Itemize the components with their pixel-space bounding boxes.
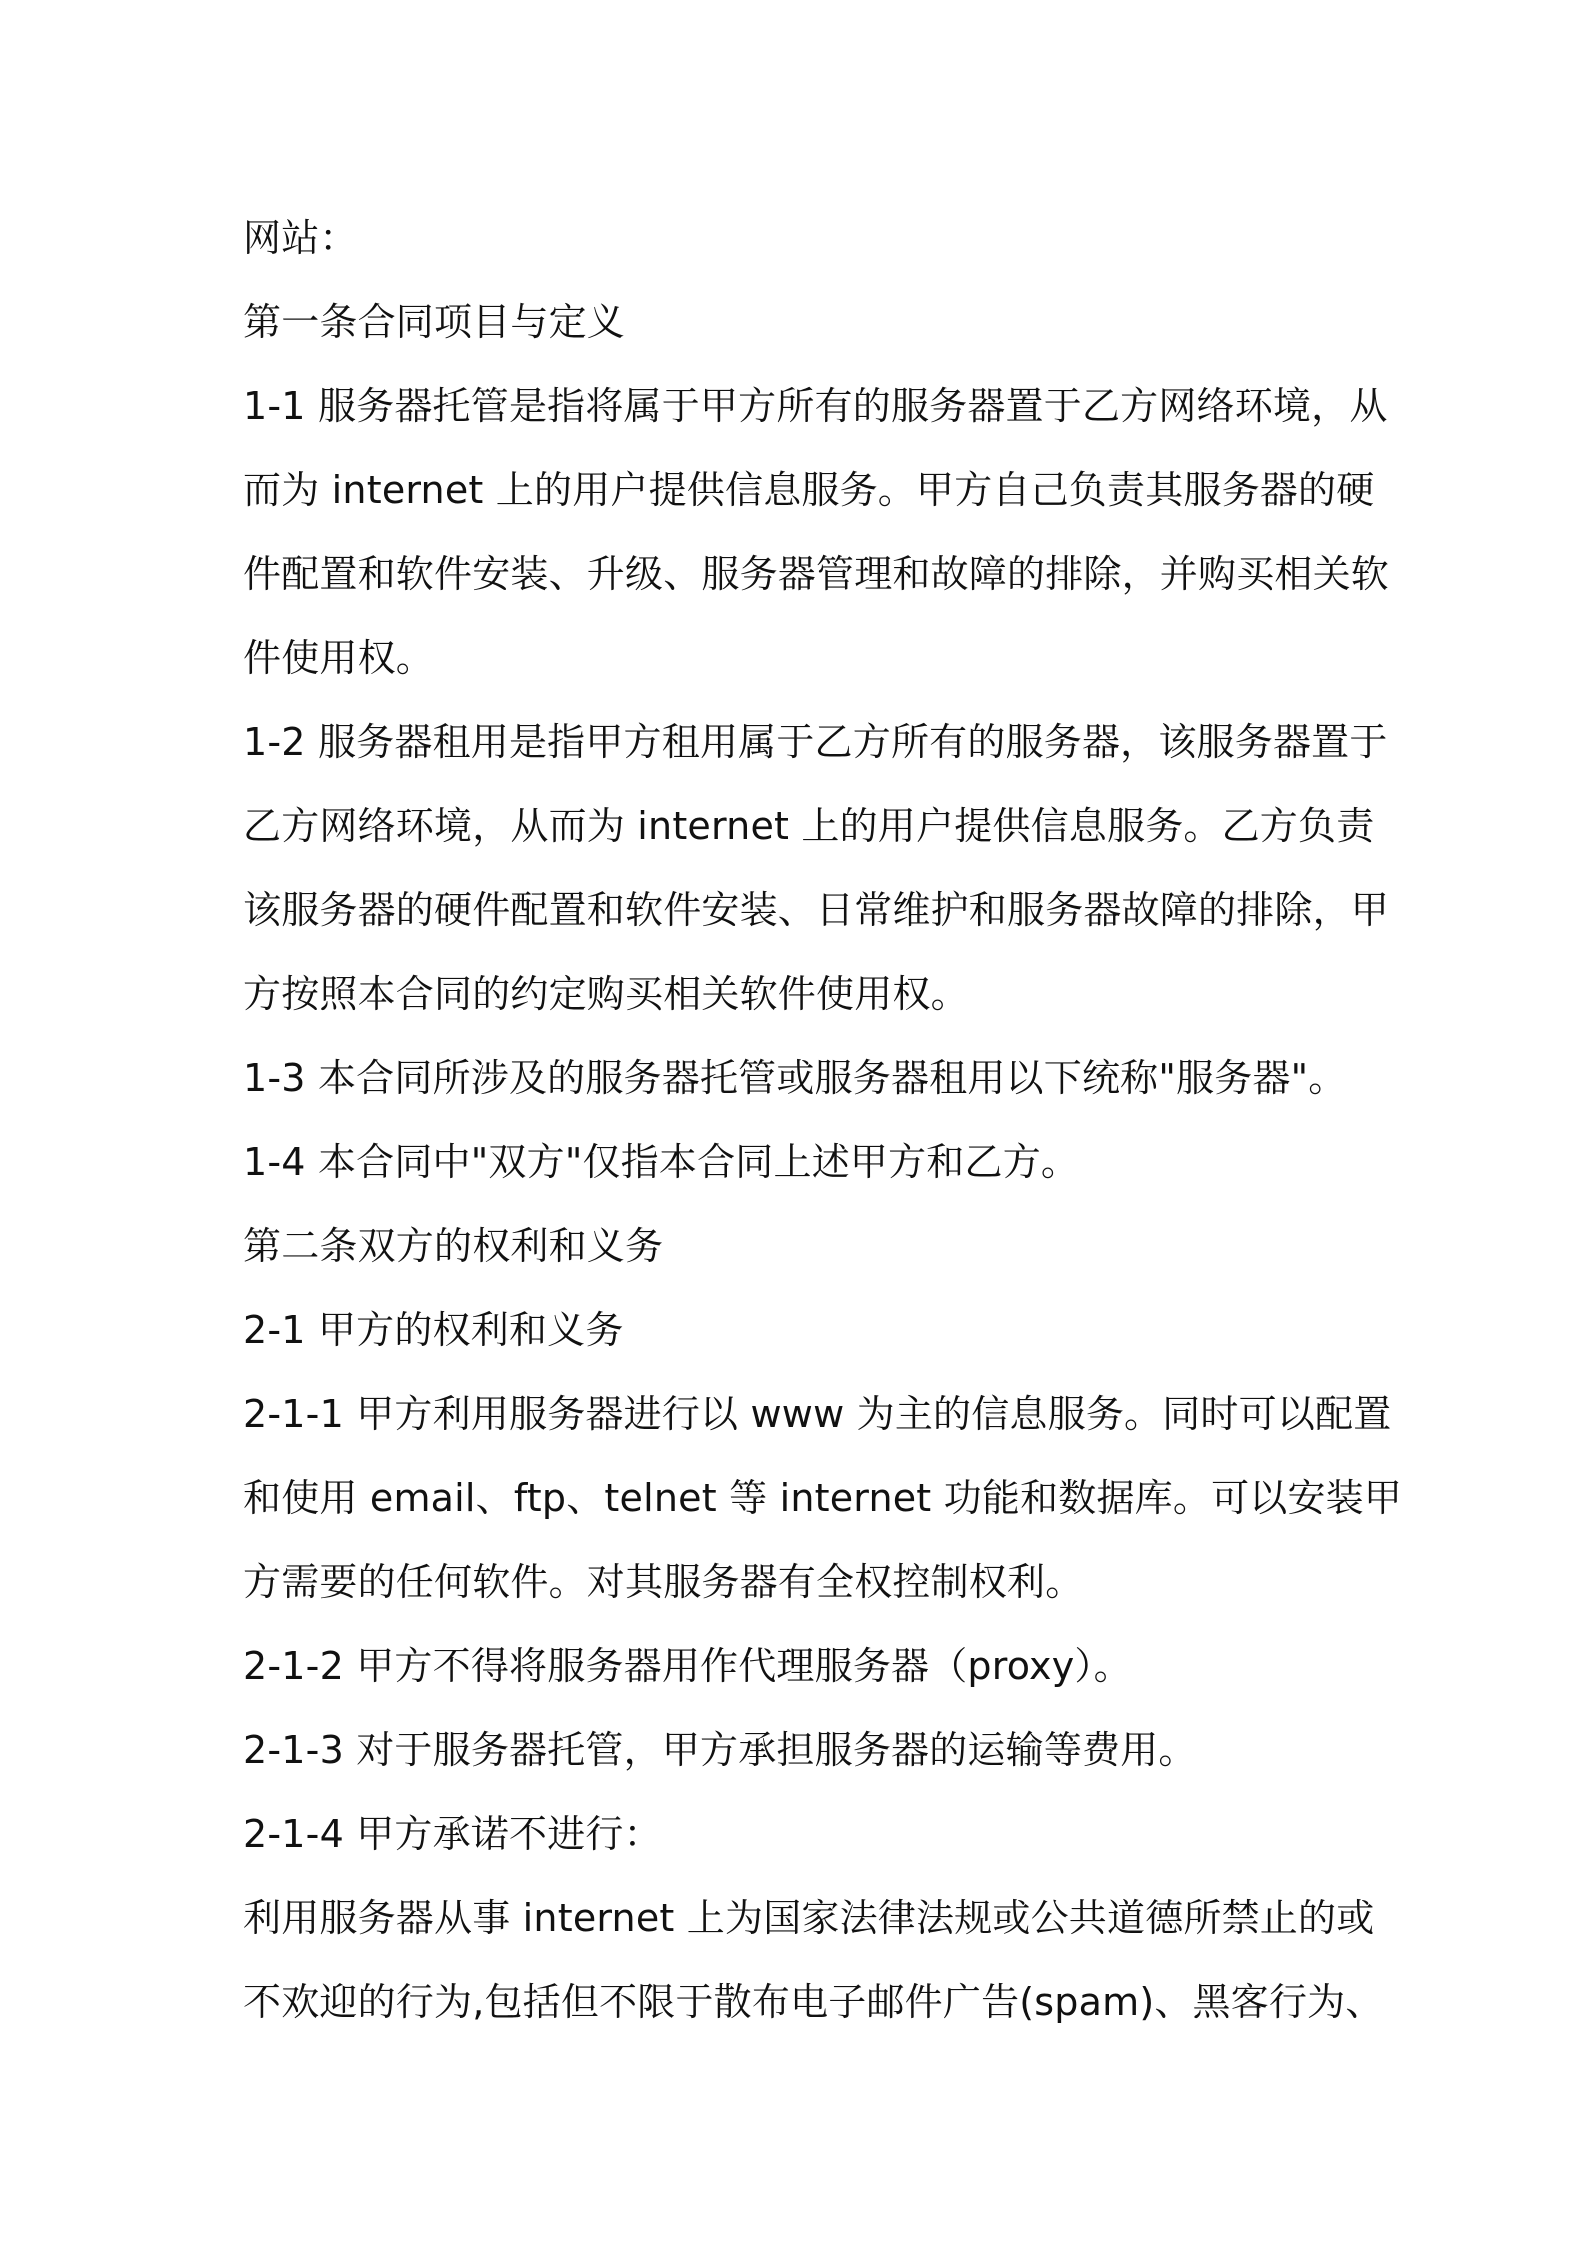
clause-1-4: 1-4 本合同中"双方"仅指本合同上述甲方和乙方。: [243, 1140, 1080, 1184]
clause-1-1-line-3: 件配置和软件安装、升级、服务器管理和故障的排除，并购买相关软: [243, 552, 1390, 596]
clause-2-1-1-line-3: 方需要的任何软件。对其服务器有全权控制权利。: [243, 1560, 1084, 1604]
clause-2-1-3: 2-1-3 对于服务器托管，甲方承担服务器的运输等费用。: [243, 1728, 1197, 1772]
clause-2-1-4: 2-1-4 甲方承诺不进行：: [243, 1812, 662, 1856]
clause-2-1-1-line-2: 和使用 email、ftp、telnet 等 internet 功能和数据库。可以安装甲: [243, 1476, 1403, 1520]
clause-1-1-line-1: 1-1 服务器托管是指将属于甲方所有的服务器置于乙方网络环境，从: [243, 384, 1388, 428]
clause-1-2-line-1: 1-2 服务器租用是指甲方租用属于乙方所有的服务器，该服务器置于: [243, 720, 1388, 764]
heading-article-1: 第一条合同项目与定义: [243, 300, 626, 344]
clause-2-1-1-line-1: 2-1-1 甲方利用服务器进行以 www 为主的信息服务。同时可以配置: [243, 1392, 1392, 1436]
document-body: [243, 196, 1403, 2044]
clause-2-1-2: 2-1-2 甲方不得将服务器用作代理服务器（proxy）。: [243, 1644, 1132, 1688]
clause-1-2-line-2: 乙方网络环境，从而为 internet 上的用户提供信息服务。乙方负责: [243, 804, 1375, 848]
clause-1-3: 1-3 本合同所涉及的服务器托管或服务器租用以下统称"服务器"。: [243, 1056, 1347, 1100]
label-website: 网站：: [243, 216, 358, 260]
heading-article-2: 第二条双方的权利和义务: [243, 1224, 664, 1268]
clause-1-1-line-2: 而为 internet 上的用户提供信息服务。甲方自己负责其服务器的硬: [243, 468, 1375, 512]
clause-1-1-line-4: 件使用权。: [243, 636, 435, 680]
clause-1-2-line-3: 该服务器的硬件配置和软件安装、日常维护和服务器故障的排除，甲: [243, 888, 1390, 932]
clause-2-1-4-item-line-1: 利用服务器从事 internet 上为国家法律法规或公共道德所禁止的或: [243, 1896, 1375, 1940]
clause-2-1-4-item-line-2: 不欢迎的行为,包括但不限于散布电子邮件广告(spam)、黑客行为、: [243, 1980, 1384, 2024]
clause-2-1: 2-1 甲方的权利和义务: [243, 1308, 624, 1352]
clause-1-2-line-4: 方按照本合同的约定购买相关软件使用权。: [243, 972, 969, 1016]
